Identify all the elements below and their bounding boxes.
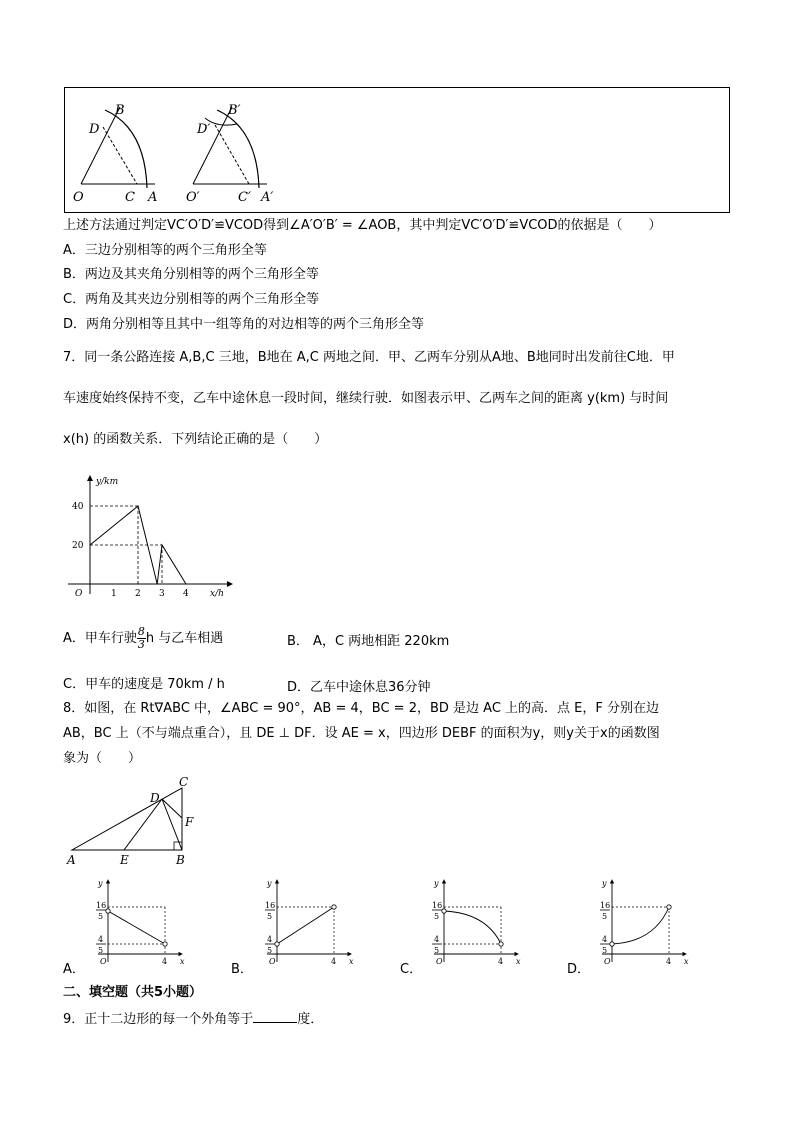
q8-line2: AB，BC 上（不与端点重合），且 DE ⊥ DF．设 AE = x，四边形 DEBF 的面积为y，则y关于x的函数图 (63, 726, 660, 741)
q9-line (63, 1010, 323, 1029)
q7-option-a-post: h 与乙车相遇 (145, 630, 224, 646)
q8-option-graph-curve-down (424, 876, 524, 968)
section-2-heading: 二、填空题（共5小题） (63, 985, 203, 1000)
q7-option-a-pre: A．甲车行驶 (63, 630, 137, 646)
angle-construction-figure (65, 88, 729, 212)
tick-x-4: 4 (162, 957, 168, 966)
q7-option-b: B． A，C 两地相距 220km (287, 634, 450, 649)
q7-distance-time-chart (62, 470, 242, 602)
q7-line1: 7．同一条公路连接 A,B,C 三地，B地在 A,C 两地之间．甲、乙两车分别从A地、B地同时出发前往C地．甲 (63, 350, 675, 365)
figure-right (186, 103, 273, 205)
label-D: D (89, 122, 100, 137)
tri-label-F: F (185, 815, 194, 829)
tri-label-E: E (120, 853, 129, 866)
x-tick-3: 3 (159, 589, 165, 599)
tick-16: 16 (96, 901, 107, 910)
tick-x-4: 4 (498, 957, 504, 966)
q6-option-a: A．三边分别相等的两个三角形全等 (63, 243, 267, 258)
tick-x-4: 4 (331, 957, 337, 966)
q8-triangle-figure (62, 776, 202, 866)
q7-line3: x(h) 的函数关系．下列结论正确的是（ ） (63, 432, 328, 447)
label-C-prime: C′ (238, 190, 251, 205)
q6-option-d: D．两角分别相等且其中一组等角的对边相等的两个三角形全等 (63, 317, 425, 332)
axis-y-label: y (602, 879, 607, 888)
tri-label-B: B (176, 853, 185, 866)
q8-option-graph-line-up (257, 876, 357, 968)
axis-y-label: y (267, 879, 272, 888)
axis-x-label: x (349, 957, 354, 966)
tick-5-upper: 5 (267, 912, 273, 921)
axis-x-label: x (684, 957, 689, 966)
tick-5-lower: 5 (602, 946, 608, 955)
origin-o: O (436, 957, 443, 966)
q9-answer-blank (253, 1010, 297, 1023)
construction-figure-frame (64, 87, 730, 213)
tick-5-upper: 5 (98, 912, 104, 921)
q7-option-c: C．甲车的速度是 70km / h (63, 677, 225, 692)
tick-5-lower: 5 (98, 946, 104, 955)
q8-option-a-label: A． (63, 962, 85, 977)
label-D-prime: D′ (197, 122, 211, 137)
chart-ylabel: y/km (96, 477, 119, 487)
tri-label-A: A (67, 853, 76, 866)
tick-16: 16 (600, 901, 611, 910)
axis-y-label: y (98, 879, 103, 888)
label-A-prime: A′ (261, 190, 274, 205)
tick-16: 16 (432, 901, 443, 910)
tri-label-D: D (150, 791, 160, 805)
tick-5-lower: 5 (267, 946, 273, 955)
tick-5-upper: 5 (602, 912, 608, 921)
figure-left (73, 103, 157, 205)
label-B: B (115, 103, 125, 118)
tick-4: 4 (602, 935, 608, 944)
q7-line2: 车速度始终保持不变，乙车中途休息一段时间，继续行驶．如图表示甲、乙两车之间的距离 y(km) 与时间 (63, 391, 669, 406)
q8-line1: 8．如图，在 Rt∇ABC 中，∠ABC = 90°，AB = 4，BC = 2，BD 是边 AC 上的高．点 E，F 分别在边 (63, 701, 659, 716)
axis-x-label: x (516, 957, 521, 966)
tri-label-C: C (179, 776, 189, 789)
q8-option-d-label: D． (567, 962, 591, 977)
tick-5-lower: 5 (434, 946, 440, 955)
q7-option-a (63, 626, 223, 651)
q9-post: 度． (297, 1012, 324, 1027)
q6-option-c: C．两角及其夹边分别相等的两个三角形全等 (63, 292, 320, 307)
y-tick-40: 40 (72, 502, 84, 512)
q7-option-a-fraction (137, 626, 146, 651)
x-tick-2: 2 (135, 589, 141, 599)
chart-xlabel: x/h (210, 589, 224, 599)
q8-option-b-label: B． (231, 962, 253, 977)
tick-5-upper: 5 (434, 912, 440, 921)
origin-o: O (269, 957, 276, 966)
q6-option-b: B．两边及其夹角分别相等的两个三角形全等 (63, 267, 319, 282)
origin-o: O (100, 957, 107, 966)
origin-o: O (604, 957, 611, 966)
chart-origin: O (75, 589, 83, 599)
q7-option-d: D．乙车中途休息36分钟 (287, 680, 431, 695)
axis-x-label: x (180, 957, 185, 966)
tick-4: 4 (98, 935, 104, 944)
x-tick-1: 1 (111, 589, 117, 599)
y-tick-20: 20 (72, 541, 84, 551)
fraction-numerator: 8 (137, 625, 145, 638)
axis-y-label: y (434, 879, 439, 888)
fraction-denominator: 3 (137, 638, 145, 651)
label-A: A (148, 190, 158, 205)
q9-pre: 9．正十二边形的每一个外角等于 (63, 1012, 254, 1027)
label-B-prime: B′ (228, 103, 241, 118)
label-O: O (73, 190, 84, 205)
q6-stem: 上述方法通过判定VC′O′D′≌VCOD得到∠A′O′B′ = ∠AOB，其中判定VC′O′D′≌VCOD的依据是（ ） (63, 218, 662, 233)
tick-16: 16 (265, 901, 276, 910)
x-tick-4: 4 (183, 589, 189, 599)
tick-4: 4 (267, 935, 273, 944)
label-O-prime: O′ (186, 190, 200, 205)
q8-option-graph-line-down (88, 876, 188, 968)
label-C: C (125, 190, 135, 205)
tick-4: 4 (434, 935, 440, 944)
q8-line3: 象为（ ） (63, 751, 142, 766)
q8-option-c-label: C． (400, 962, 423, 977)
q8-option-graph-curve-up (592, 876, 692, 968)
tick-x-4: 4 (666, 957, 672, 966)
